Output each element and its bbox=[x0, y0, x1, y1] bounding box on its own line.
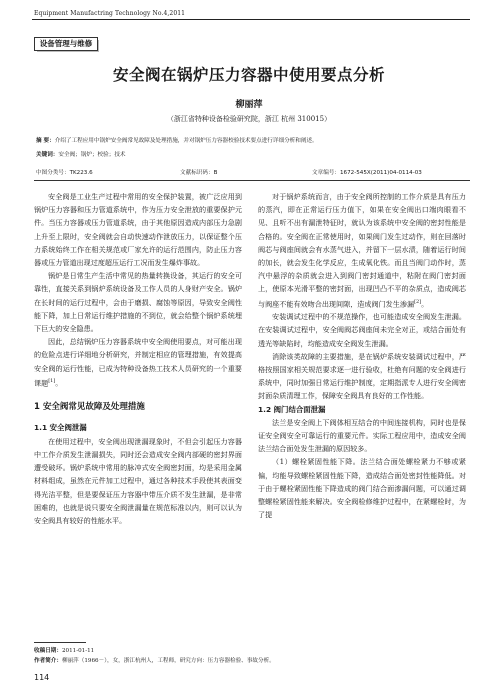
column-tag: 设备管理与维修 bbox=[34, 37, 98, 51]
right-column bbox=[258, 190, 466, 521]
journal-header: Equipment Manufactring Technology No.4,2011 bbox=[34, 10, 186, 17]
citation-ref: [1] bbox=[48, 377, 56, 384]
paper-title: 安全阀在锅炉压力容器中使用要点分析 bbox=[112, 66, 385, 84]
body-paragraph: 法兰是安全阀上下阀体相互结合的中间连接机构，同时也是保证安全阀安全可靠运行的重要元件。实际工程应用中，造成安全阀法兰结合面处发生泄漏的原因较多。 bbox=[258, 417, 466, 454]
body-paragraph: 安装调试过程中的不规范操作，也可能造成安全阀发生泄漏。在安装调试过程中，安全阀阀芯阀座间未完全对正，或结合面处有透光等缺陷时，均能造成安全阀发生泄漏。 bbox=[258, 312, 466, 348]
article-number: 文章编号：1672-545X(2011)04-0114-03 bbox=[312, 170, 422, 176]
citation-ref: [2] bbox=[414, 298, 422, 305]
body-paragraph bbox=[34, 335, 242, 389]
footnote-rule bbox=[34, 642, 86, 643]
keywords bbox=[36, 150, 468, 158]
left-column bbox=[34, 190, 242, 527]
clc-number: 中图分类号：TK223.6 bbox=[36, 170, 93, 176]
received-date bbox=[34, 646, 94, 654]
abstract-label: 摘 要： bbox=[36, 138, 55, 144]
received-label: 收稿日期： bbox=[34, 648, 62, 654]
author-name: 柳丽萍 bbox=[235, 100, 263, 110]
body-paragraph bbox=[258, 190, 466, 310]
header-rule bbox=[32, 19, 470, 20]
body-paragraph: 锅炉是日常生产生活中常见的热量转换设备，其运行的安全可靠性，直接关系到锅炉系统设备及工作人员的人身财产安全。锅炉在长时间的运行过程中，会由于磨损、腐蚀等原因，导致安全阀性能下降，加上日常运行维护措施的不到位，就会给整个锅炉系统埋下巨大的安全隐患。 bbox=[34, 271, 242, 334]
paragraph-text: 因此，总结锅炉压力容器系统中安全阀使用要点，对可能出现的危险点进行详细地分析研究，并制定相应的管理措施，有效提高安全阀的运行性能，已成为特种设备热工技术人员研究的一个重要课题 bbox=[34, 337, 242, 388]
paragraph-text: 对于锅炉系统而言，由于安全阀所控制的工作介质是具有压力的蒸汽，即在正常运行压力值下，如果在安全阀出口端肉眼看不见、且听不出有漏泄特征时，就认为该系统中安全阀的密封性能是合格的。安全阀在正常使用时，如果阀门发生过动作，则在回落时阀芯与阀座间就会有水蒸气进入，并留下一层水渍，随着运行时间的加长，就会发生化学反应，生成氧化铁。而且当阀门动作时，蒸汽中悬浮的杂质就会进入到阀门密封通道中，粘附在阀门密封面上，使原本光滑平整的密封面，出现凹凸不平的杂质点，造成阀芯与阀座不能有效吻合出现间隙，造成阀门发生渗漏 bbox=[258, 192, 466, 308]
body-paragraph: 安全阀是工业生产过程中常用的安全保护装置，被广泛应用到锅炉压力容器和压力管道系统中，作为压力安全泄放的重要保护元件。当压力容器或压力管道系统，由于其他原因造成内部压力急剧上升至上限时，安全阀就会自动快速动作泄放压力，以保证整个压力系统始终工作在相关规范或厂家允许的运行范围内，防止压力容器或压力管道出现过度超压运行工况而发生爆炸事故。 bbox=[34, 192, 242, 268]
section-heading: 1 安全阀常见故障及处理措施 bbox=[34, 402, 145, 413]
body-paragraph: （1）螺栓紧固性能下降。法兰结合面处螺栓紧力不够或紧偏，均能导致螺栓紧固性能下降，造成结合面处密封性能降低。对于由于螺栓紧固性能下降造成的阀门结合面渗漏问题，可以通过调整螺栓紧固性能来解决。安全阀检修维护过程中，在紧螺栓时，为了提 bbox=[258, 457, 466, 520]
abstract bbox=[36, 136, 468, 146]
keywords-label: 关键词： bbox=[36, 152, 59, 158]
author-bio-text: 柳丽萍（1966－），女，浙江杭州人，工程师，研究方向：压力容器检验、事故分析。 bbox=[61, 658, 275, 664]
author-bio-label: 作者简介： bbox=[34, 658, 62, 664]
keywords-text: 安全阀；锅炉；校验；技术 bbox=[58, 152, 126, 158]
document-code: 文献标识码：B bbox=[180, 170, 218, 176]
page-number: 114 bbox=[34, 673, 50, 682]
received-value: 2011-01-11 bbox=[61, 648, 95, 654]
paragraph-end: 。 bbox=[55, 378, 63, 388]
paragraph-end: 。 bbox=[421, 298, 429, 308]
meta-rule bbox=[34, 180, 470, 181]
abstract-text: 介绍了工程应用中锅炉安全阀常见故障及处理措施，并对锅炉压力容器校验技术要点进行详细分析和阐述。 bbox=[54, 138, 318, 144]
body-paragraph: 在使用过程中，安全阀出现泄漏现象时，不但会引起压力容器中工作介质发生泄漏损失，同时还会造成安全阀内部硬的密封界面遭受破坏。锅炉系统中常用的脉冲式安全阀密封面，均是采用金属材料组成，虽然在元件加工过程中，通过各种技术手段使其表面变得光洁平整，但是要保证压力容器中带压介质不发生泄漏，是非常困难的，也就是说只要安全阀泄漏量在规范标准以内，则可以认为安全阀具有较好的性能水平。 bbox=[34, 436, 242, 526]
author-bio bbox=[34, 656, 474, 664]
body-paragraph: 消除该类故障的主要措施，是在锅炉系统安装调试过程中，严格按照国家相关规范要求逐一进行验收，杜绝有问题的安全阀进行系统中，同时加强日常运行维护制度，定期指派专人进行安全阀密封面杂质清理工作，保障安全阀具有良好的工作性能。 bbox=[258, 351, 466, 401]
subsection-heading: 1.1 安全阀泄漏 bbox=[34, 422, 87, 432]
affiliation: （浙江省特种设备检验研究院，浙江 杭州 310015） bbox=[166, 115, 332, 123]
subsection-heading: 1.2 阀门结合面泄漏 bbox=[258, 404, 326, 414]
